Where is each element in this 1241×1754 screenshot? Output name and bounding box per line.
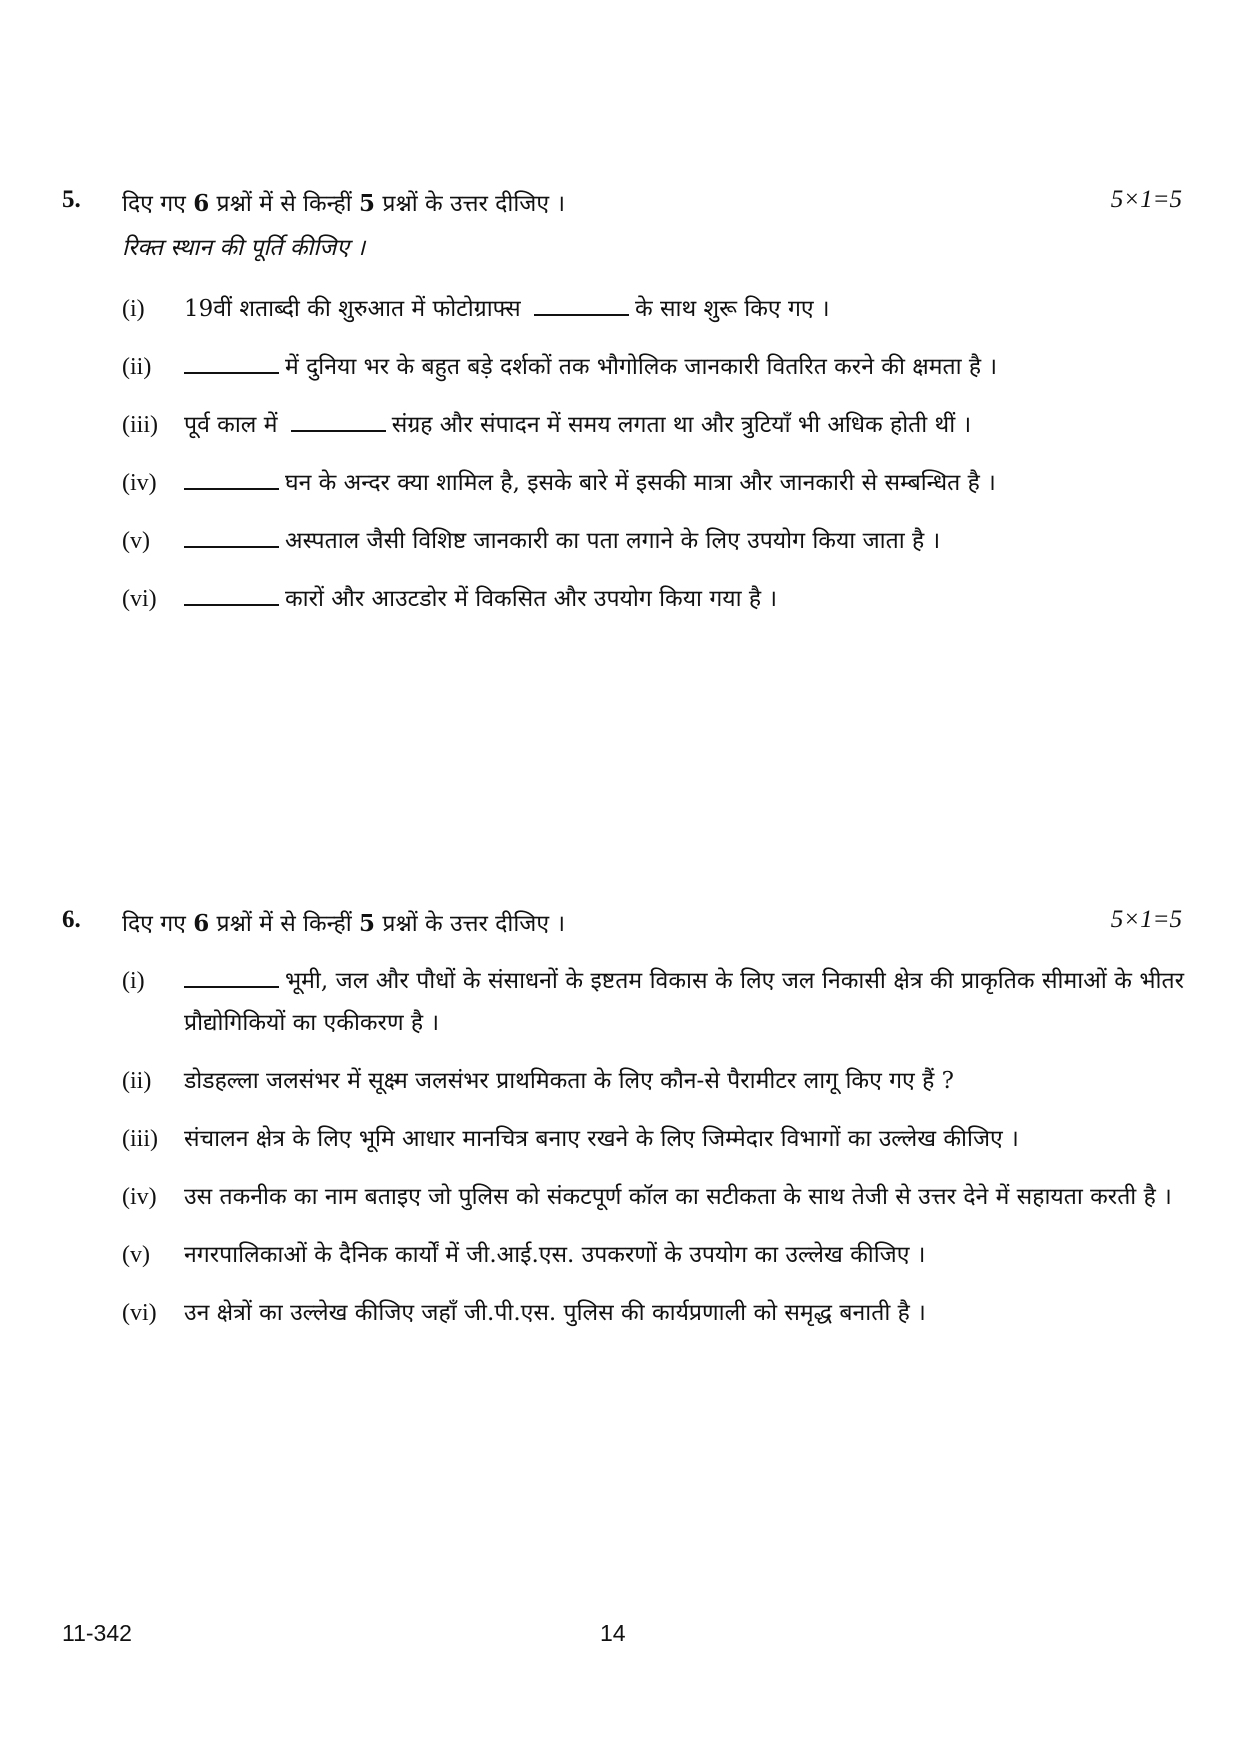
question-6: [62, 906, 1182, 1350]
question-text: दिए गए 6 प्रश्नों में से किन्हीं 5 प्रश्नों के उत्तर दीजिए ।: [122, 190, 566, 217]
item-label: (v): [122, 1242, 150, 1268]
item-label: (i): [122, 296, 145, 322]
sub-question: (iv) उस तकनीक का नाम बताइए जो पुलिस को संकटपूर्ण कॉल का सटीकता के साथ तेजी से उत्तर देने में सहायता करती है ।: [122, 1176, 1184, 1218]
question-5-items: [122, 288, 1182, 620]
item-label: (vi): [122, 1300, 157, 1326]
page-number: 14: [600, 1620, 626, 1646]
question-6-header: [62, 906, 1182, 950]
paper-code: 11-342: [62, 1620, 132, 1646]
item-label: (iii): [122, 1126, 158, 1152]
sub-question: (iii) संचालन क्षेत्र के लिए भूमि आधार मानचित्र बनाए रखने के लिए जिम्मेदार विभागों का उल्लेख कीजिए ।: [122, 1118, 1184, 1160]
blank-line: [184, 524, 279, 548]
item-label: (v): [122, 528, 150, 554]
sub-question: (v) नगरपालिकाओं के दैनिक कार्यों में जी.आई.एस. उपकरणों के उपयोग का उल्लेख कीजिए ।: [122, 1234, 1184, 1276]
sub-question: (i) भूमी, जल और पौधों के संसाधनों के इष्टतम विकास के लिए जल निकासी क्षेत्र की प्राकृतिक सीमाओं के भीतर प्रौद्योगिकियों का एकीकरण है ।: [122, 960, 1184, 1044]
item-label: (iv): [122, 1184, 157, 1210]
question-6-items: [122, 960, 1182, 1334]
sub-question: (ii) में दुनिया भर के बहुत बड़े दर्शकों तक भौगोलिक जानकारी वितरित करने की क्षमता है ।: [122, 346, 1184, 388]
question-instruction: रिक्त स्थान की पूर्ति कीजिए ।: [122, 235, 366, 261]
question-5-header: [62, 186, 1182, 230]
question-5: [62, 186, 1182, 636]
sub-question: (ii) डोडहल्ला जलसंभर में सूक्ष्म जलसंभर प्राथमिकता के लिए कौन-से पैरामीटर लागू किए गए हैं ?: [122, 1060, 1184, 1102]
blank-line: [291, 408, 386, 432]
item-label: (iii): [122, 412, 158, 438]
blank-line: [534, 292, 629, 316]
blank-line: [184, 582, 279, 606]
sub-question: (i) 19वीं शताब्दी की शुरुआत में फोटोग्राफ्स के साथ शुरू किए गए ।: [122, 288, 1184, 330]
sub-question: (iii) पूर्व काल में संग्रह और संपादन में समय लगता था और त्रुटियाँ भी अधिक होती थीं ।: [122, 404, 1184, 446]
question-number: 5.: [62, 186, 81, 213]
item-label: (i): [122, 968, 145, 994]
blank-line: [184, 466, 279, 490]
sub-question: (v) अस्पताल जैसी विशिष्ट जानकारी का पता लगाने के लिए उपयोग किया जाता है ।: [122, 520, 1184, 562]
sub-question: (iv) घन के अन्दर क्या शामिल है, इसके बारे में इसकी मात्रा और जानकारी से सम्बन्धित है ।: [122, 462, 1184, 504]
sub-question: (vi) कारों और आउटडोर में विकसित और उपयोग किया गया है ।: [122, 578, 1184, 620]
sub-question: (vi) उन क्षेत्रों का उल्लेख कीजिए जहाँ जी.पी.एस. पुलिस की कार्यप्रणाली को समृद्ध बनाती है ।: [122, 1292, 1184, 1334]
marks-label: 5×1=5: [1110, 186, 1182, 213]
blank-line: [184, 350, 279, 374]
question-number: 6.: [62, 906, 81, 933]
item-label: (ii): [122, 1068, 152, 1094]
blank-line: [184, 964, 279, 988]
question-text: दिए गए 6 प्रश्नों में से किन्हीं 5 प्रश्नों के उत्तर दीजिए ।: [122, 910, 566, 937]
item-label: (ii): [122, 354, 152, 380]
marks-label: 5×1=5: [1110, 906, 1182, 933]
item-label: (iv): [122, 470, 157, 496]
item-label: (vi): [122, 586, 157, 612]
